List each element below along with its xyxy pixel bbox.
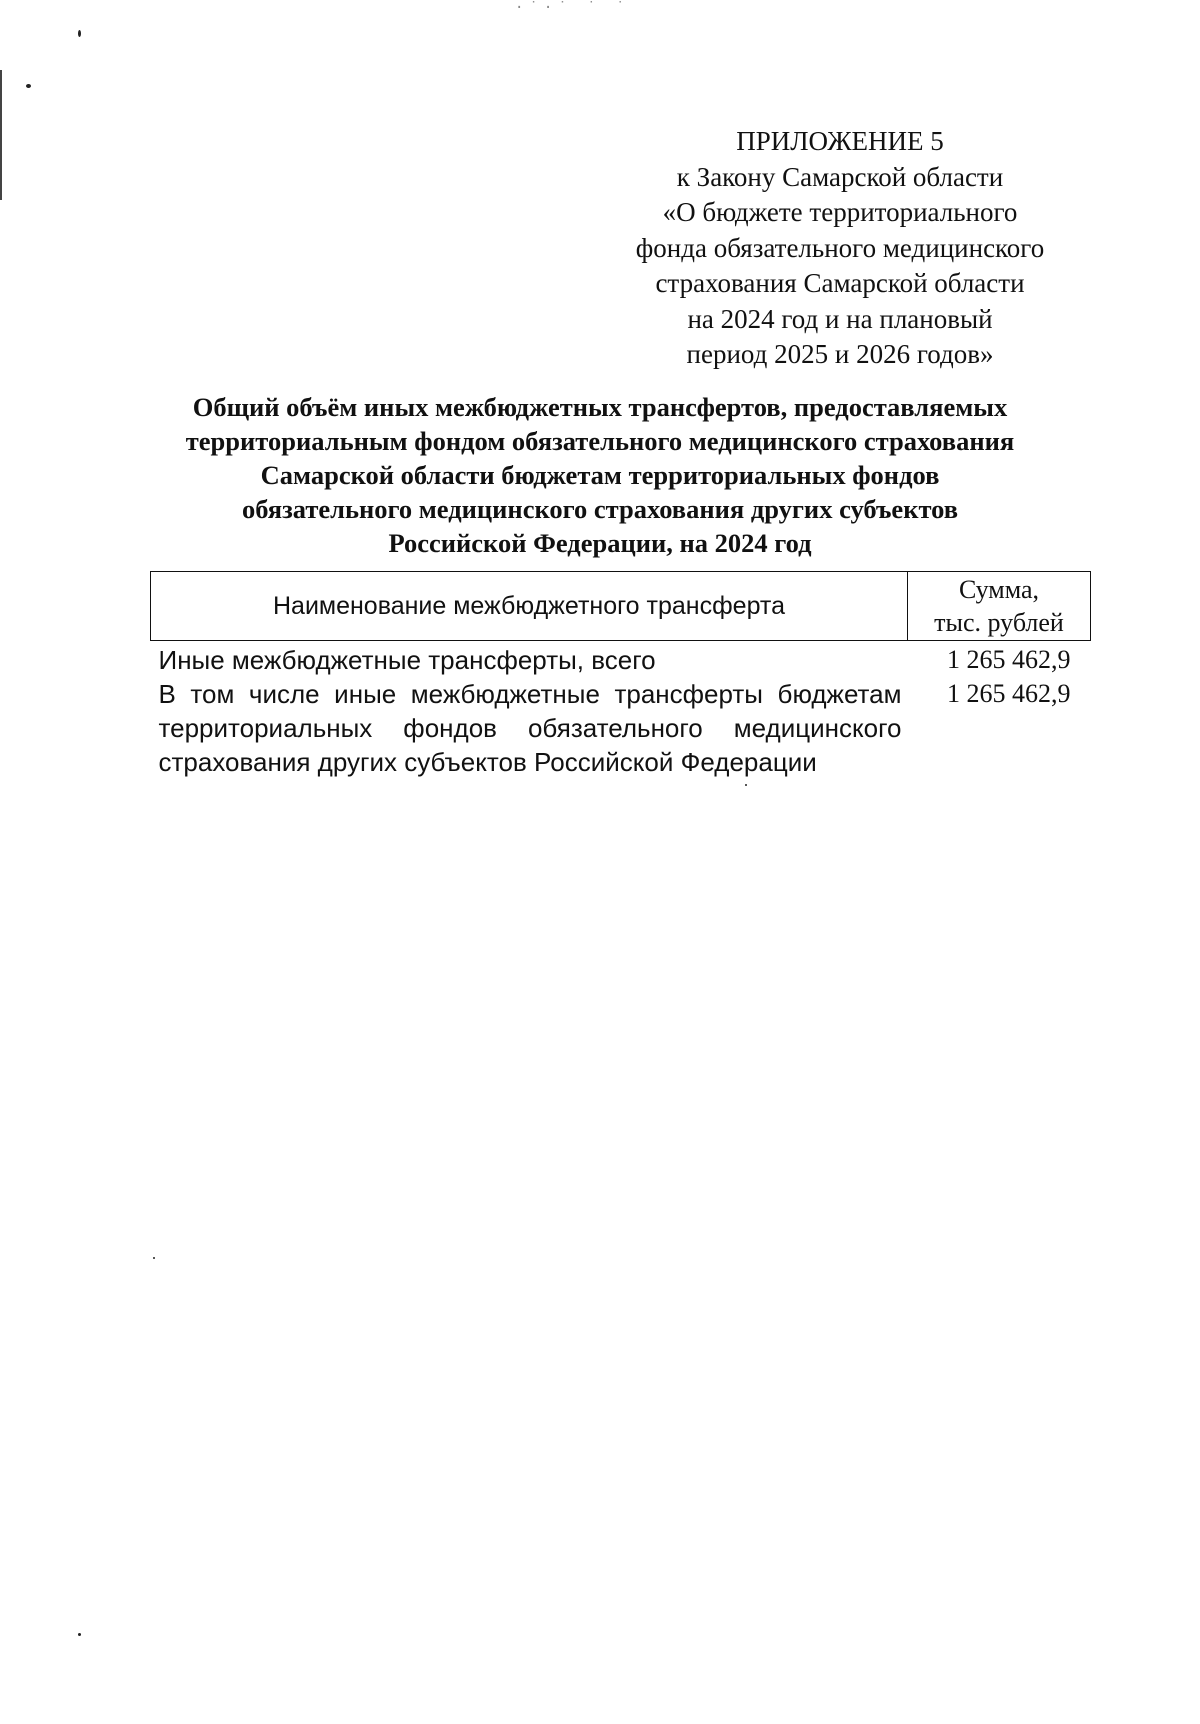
title-line: Российской Федерации, на 2024 год [388,528,812,558]
appendix-line: фонда обязательного медицинского [635,232,1045,263]
transfer-amount: 1 265 462,9 [947,679,1071,708]
appendix-line: на 2024 год и на плановый [687,303,993,334]
table-row [151,641,1091,678]
title-line: Самарской области бюджетам территориальных фондов [260,460,940,490]
table-row [151,677,1091,779]
appendix-number: ПРИЛОЖЕНИЕ 5 [736,126,944,156]
scan-noise-artifact: ·˙·˙ ˙ ˙ [515,0,631,16]
column-header-sum-unit: тыс. рублей [934,608,1064,637]
scan-speck [78,1633,81,1636]
appendix-line: к Закону Самарской области [676,161,1004,192]
scan-speck [153,1257,155,1259]
column-header-sum [908,572,1091,641]
appendix-line: «О бюджете территориального [662,197,1018,227]
table-header-row [151,572,1091,641]
appendix-line: период 2025 и 2026 годов» [686,339,994,369]
scan-speck [78,30,81,37]
scan-speck [745,784,747,786]
title-line: территориальным фондом обязательного медицинского страхования [185,426,1015,456]
transfers-table-container [150,571,1090,779]
document-title [130,390,1070,560]
appendix-header [600,124,1080,373]
column-header-name: Наименование межбюджетного трансферта [151,572,908,641]
transfer-name: В том числе иные межбюджетные трансферты бюджетам территориальных фондов обязательного медицинского страхования других субъектов Российской Федерации [158,679,902,777]
column-header-sum-line: Сумма, [958,575,1040,604]
transfer-amount: 1 265 462,9 [947,645,1071,674]
title-line: Общий объём иных межбюджетных трансфертов, предоставляемых [192,392,1008,422]
title-line: обязательного медицинского страхования других субъектов [241,494,959,524]
appendix-line: страхования Самарской области [655,268,1025,298]
transfer-name: Иные межбюджетные трансферты, всего [158,645,656,675]
scan-speck [26,84,31,88]
transfers-table [150,571,1091,779]
scan-edge-artifact [0,70,2,200]
